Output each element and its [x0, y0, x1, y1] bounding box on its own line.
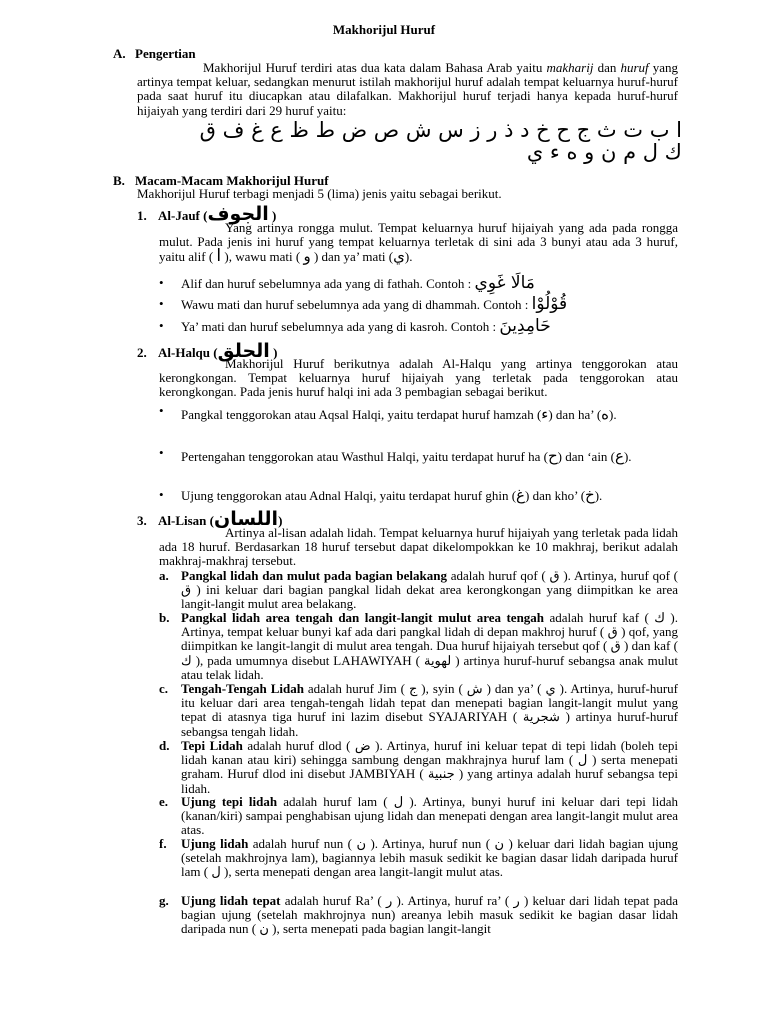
lisan-paragraph: Artinya al-lisan adalah lidah. Tempat keluarnya huruf hijaiyah yang terletak pada lidah ada 18 huruf. Berdasarkan 18 huruf tersebut dapat dikelompokkan ke 10 makhraj, berikut adalah makhraj-makhraj tersebut. — [159, 525, 678, 569]
section-letter: B. — [113, 173, 125, 188]
hijaiyah-letters-line-1: ا ب ت ث ج ح خ د ذ ر ز س ش ص ض ط ظ ع غ ف ق — [199, 118, 682, 142]
section-letter: A. — [113, 46, 126, 61]
section-a-paragraph: Makhorijul Huruf terdiri atas dua kata dalam Bahasa Arab yaitu makharij dan huruf yang artinya tempat keluar, sedangkan menurut istilah makhorijul huruf adalah tempat keluarnya huruf-huruf pada saat huruf itu diucapkan atau dilafalkan. Makhorijul huruf terjadi hanya kepada huruf-huruf hijaiyah yang terdiri dari 29 huruf yaitu: — [137, 60, 678, 118]
list-item: • Ya’ mati dan huruf sebelumnya ada yang di kasroh. Contoh : حَامِدِينَ — [159, 316, 551, 336]
makhraj-item-e: e. Ujung tepi lidah adalah huruf lam ( ل ). Artinya, bunyi huruf ini keluar dari tepi lidah (kanan/kiri) sampai penghabisan ujung lidah dan menepati dengan area langit-langit mulut area atas. — [159, 794, 678, 838]
lisan-heading: 3. Al-Lisan (اللسان) — [137, 508, 283, 530]
makhraj-item-f: f. Ujung lidah adalah huruf nun ( ن ). Artinya, huruf nun ( ن ) keluar dari lidah bagian ujung (setelah makhrojnya lam), bagiannya lebih masuk sedikit ke bagian dasar lidah daripada huruf lam ( ل ), serta menepati dengan area langit-langit mulut atas. — [159, 836, 678, 880]
makhraj-item-b: b. Pangkal lidah area tengah dan langit-langit mulut area tengah adalah huruf kaf ( ك ). Artinya, tempat keluar bunyi kaf ada dari pangkal lidah di depan makhroj huruf ( ق ) qof, yang diimpitkan ke langit-langit di mulut area tengah. Dua huruf hijaiyah tersebut qof ( ق ) dan kaf ( ك ), pada umumnya disebut LAHAWIYAH ( لهوية ) artinya huruf-huruf sebangsa anak mulut atau telak lidah. — [159, 610, 678, 682]
list-item: • Alif dan huruf sebelumnya ada yang di fathah. Contoh : مَالَا غَوِي — [159, 273, 535, 293]
halqu-arabic: الحلق — [217, 340, 270, 362]
section-title: Macam-Macam Makhorijul Huruf — [135, 173, 329, 188]
section-b-intro: Makhorijul Huruf terbagi menjadi 5 (lima) jenis yaitu sebagai berikut. — [137, 186, 502, 201]
list-item: • Pertengahan tenggorokan atau Wasthul Halqi, yaitu terdapat huruf ha (ح) dan ‘ain (ع). — [159, 445, 632, 465]
makhraj-item-c: c. Tengah-Tengah Lidah adalah huruf Jim ( ج ), syin ( ش ) dan ya’ ( ي ). Artinya, huruf-huruf itu keluar dari area tengah-tengah lidah tepat dan menepati bagian langit-langit mulut yang tepat di atasnya tiga huruf ini lazim disebut SYAJARIYAH ( شجرية ) artinya huruf-huruf sebangsa tengah lidah. — [159, 681, 678, 739]
jauf-paragraph: Yang artinya rongga mulut. Tempat keluarnya huruf hijaiyah yang ada pada rongga mulut. Pada jenis ini huruf yang tempat keluarnya terletak di sini ada 3 bunyi atau ada 3 huruf, yaitu alif ( ا ), wawu mati ( و ) dan ya’ mati (ي). — [159, 220, 678, 267]
page-title: Makhorijul Huruf — [332, 22, 436, 37]
list-item: • Wawu mati dan huruf sebelumnya ada yang di dhammah. Contoh : قُوْلُوْا — [159, 294, 568, 314]
jauf-heading: 1. Al-Jauf (الجوف ) — [137, 203, 277, 225]
list-item: • Pangkal tenggorokan atau Aqsal Halqi, yaitu terdapat huruf hamzah (ء) dan ha’ (ه). — [159, 403, 617, 423]
jauf-arabic: الجوف — [207, 203, 269, 225]
halqu-paragraph: Makhorijul Huruf berikutnya adalah Al-Halqu yang artinya tenggorokan atau kerongkongan. Tempat keluarnya huruf hijaiyah yang terletak pada tenggorokan atau kerongkongan. Pada jenis huruf halqi ini ada 3 pembagian sebagai berikut. — [159, 356, 678, 400]
section-a-heading — [113, 46, 196, 62]
section-title: Pengertian — [135, 46, 196, 61]
makhraj-item-g: g. Ujung lidah tepat adalah huruf Ra’ ( ر ). Artinya, huruf ra’ ( ر ) keluar dari lidah tepat pada bagian ujung (setelah makhrojnya nun) areanya lebih masuk sedikit ke bagian dasar lidah daripada nun ( ن ), serta menepati pada bagian langit-langit — [159, 893, 678, 937]
lisan-arabic: اللسان — [213, 508, 279, 530]
makhraj-item-d: d. Tepi Lidah adalah huruf dlod ( ض ). Artinya, huruf ini keluar tepat di tepi lidah (boleh tepi lidah kanan atau kiri) sehingga sambung dengan makhrajnya huruf lam ( ل ) serta menepati graham. Huruf dlod ini disebut JAMBIYAH ( جنبية ) yang artinya adalah huruf sebangsa tepi lidah. — [159, 738, 679, 796]
makhraj-item-a: a. Pangkal lidah dan mulut pada bagian belakang adalah huruf qof ( ق ). Artinya, huruf qof ( ق ) ini keluar dari bagian pangkal lidah dekat area kerongkongan yang diimpitkan ke area langit-langit mulut area belakang. — [159, 568, 678, 612]
hijaiyah-letters-line-2: ك ل م ن و ه ء ي — [526, 140, 682, 164]
halqu-heading: 2. Al-Halqu (الحلق ) — [137, 340, 278, 362]
list-item: • Ujung tenggorokan atau Adnal Halqi, yaitu terdapat huruf ghin (غ) dan kho’ (خ). — [159, 486, 603, 504]
